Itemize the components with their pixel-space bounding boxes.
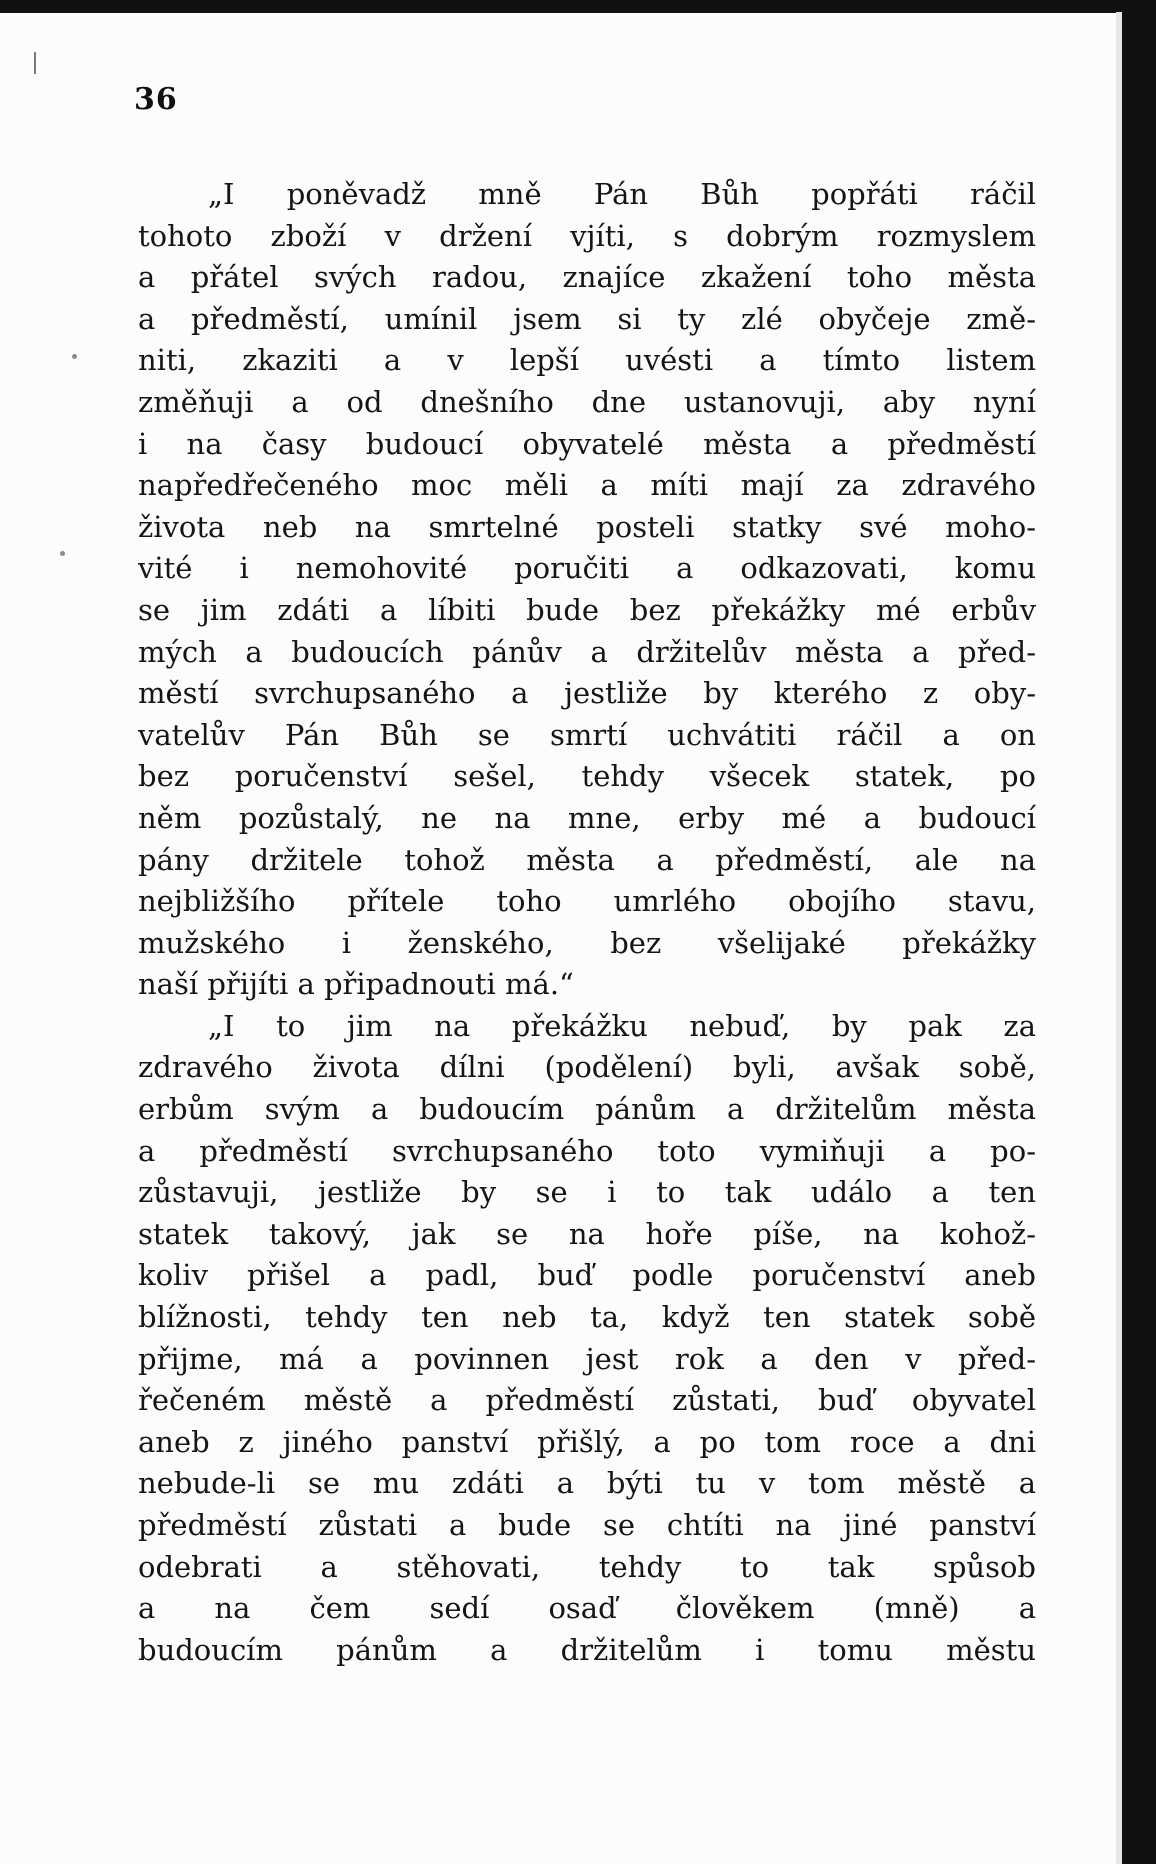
text-line: předměstí zůstati a bude se chtíti na jiné panství xyxy=(138,1508,1036,1542)
text-line: zdravého života dílni (podělení) byli, avšak sobě, xyxy=(138,1050,1036,1085)
scan-right-edge xyxy=(1122,0,1156,1864)
text-line: života neb na smrtelné posteli statky své moho- xyxy=(138,509,1036,544)
text-line: naší přijíti a připadnouti má.“ xyxy=(138,967,574,1002)
scan-top-edge xyxy=(0,0,1156,13)
text-line: „I to jim na překážku nebuď, by pak za xyxy=(208,1008,1036,1043)
text-line: statek takový, jak se na hoře píše, na kohož- xyxy=(138,1216,1036,1251)
text-line: pány držitele tohož města a předměstí, ale na xyxy=(138,842,1036,877)
text-line: nebude-li se mu zdáti a býti tu v tom městě a xyxy=(138,1466,1036,1501)
text-line: i na časy budoucí obyvatelé města a předměstí xyxy=(138,426,1036,461)
text-line: aneb z jiného panství přišlý, a po tom roce a dni xyxy=(138,1424,1036,1459)
text-line: něm pozůstalý, ne na mne, erby mé a budoucí xyxy=(138,800,1036,835)
text-line: bez poručenství sešel, tehdy všecek statek, po xyxy=(138,759,1036,794)
text-line: budoucím pánům a držitelům i tomu městu xyxy=(138,1632,1036,1667)
text-line: „I poněvadž mně Pán Bůh popřáti ráčil xyxy=(208,177,1036,211)
body-text xyxy=(138,174,1036,1671)
text-line: erbům svým a budoucím pánům a držitelům města xyxy=(138,1092,1036,1127)
text-line: řečeném městě a předměstí zůstati, buď obyvatel xyxy=(138,1383,1036,1418)
text-line: tohoto zboží v držení vjíti, s dobrým rozmyslem xyxy=(138,218,1036,253)
text-line: mužského i ženského, bez všelijaké překážky xyxy=(138,925,1036,960)
text-line: zůstavuji, jestliže by se i to tak událo a ten xyxy=(138,1175,1036,1210)
text-line: napředřečeného moc měli a míti mají za zdravého xyxy=(138,468,1036,503)
text-line: městí svrchupsaného a jestliže by kterého z oby- xyxy=(138,676,1036,711)
text-line: vité i nemohovité poručiti a odkazovati, komu xyxy=(138,551,1036,586)
text-line: vatelův Pán Bůh se smrtí uchvátiti ráčil a on xyxy=(138,717,1036,752)
text-line: a předměstí, umínil jsem si ty zlé obyčeje změ- xyxy=(138,301,1036,336)
text-line: a přátel svých radou, znajíce zkažení toho města xyxy=(138,260,1036,295)
text-line: a na čem sedí osaď člověkem (mně) a xyxy=(138,1591,1036,1626)
scan-speck xyxy=(60,551,65,556)
scan-speck xyxy=(72,354,77,359)
margin-mark xyxy=(34,52,36,74)
text-line: a předměstí svrchupsaného toto vymiňuji a po- xyxy=(138,1133,1036,1168)
text-line: odebrati a stěhovati, tehdy to tak spůsob xyxy=(138,1549,1036,1584)
text-line: se jim zdáti a líbiti bude bez překážky mé erbův xyxy=(138,592,1036,627)
text-line: niti, zkaziti a v lepší uvésti a tímto listem xyxy=(138,343,1036,378)
text-line: blížnosti, tehdy ten neb ta, když ten statek sobě xyxy=(138,1300,1036,1335)
text-line: nejbližšího přítele toho umrlého obojího stavu, xyxy=(138,884,1036,919)
text-line: mých a budoucích pánův a držitelův města a před- xyxy=(138,634,1036,669)
page-number: 36 xyxy=(134,82,178,117)
text-line: koliv přišel a padl, buď podle poručenství aneb xyxy=(138,1258,1036,1293)
text-line: přijme, má a povinnen jest rok a den v před- xyxy=(138,1341,1036,1376)
text-line: změňuji a od dnešního dne ustanovuji, aby nyní xyxy=(138,384,1036,419)
